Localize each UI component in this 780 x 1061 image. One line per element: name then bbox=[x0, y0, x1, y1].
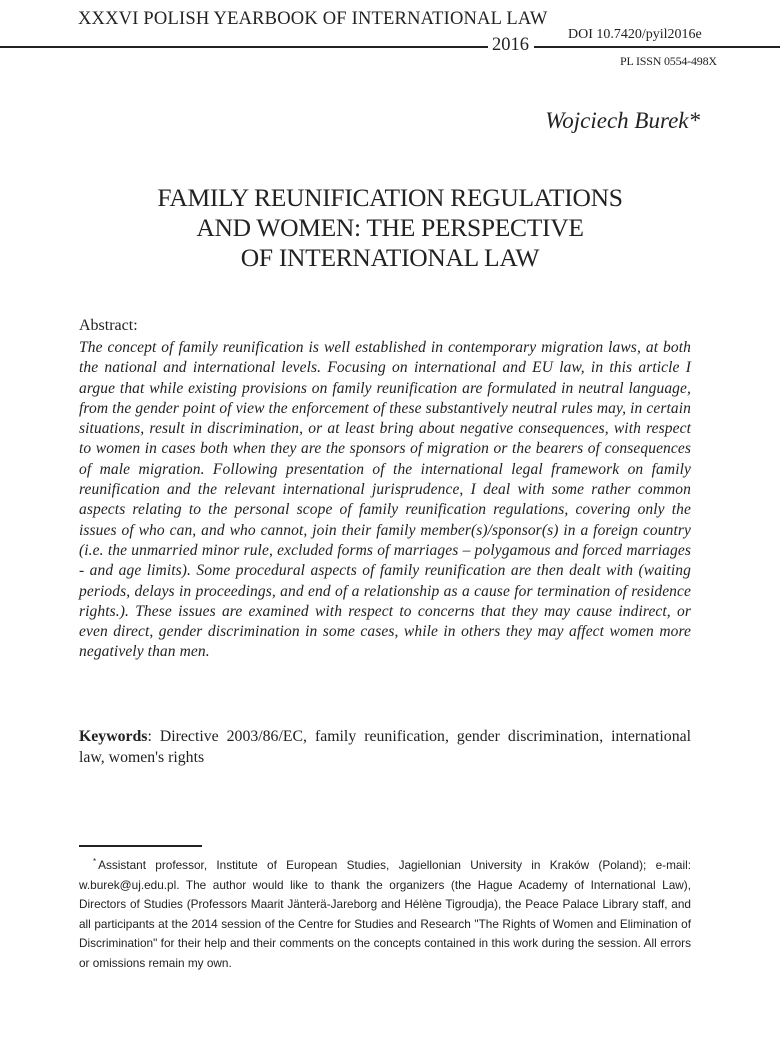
keywords bbox=[79, 727, 691, 768]
keywords-label: Keywords bbox=[79, 728, 148, 745]
header-rule-right bbox=[534, 46, 780, 48]
article-title bbox=[60, 183, 720, 273]
footnote-text: Assistant professor, Institute of European Studies, Jagiellonian University in Kraków (Poland); e-mail: w.burek@uj.edu.pl. The author would like to thank the organizers (the Hague Academy of International Law), Directors of Studies (Professors Maarit Jänterä-Jareborg and Hélène Tigroudja), the Peace Palace Library staff, and all participants at the 2014 session of the Centre for Studies and Research "The Rights of Women and Elimination of Discrimination" for their help and their comments on the concepts contained in this work during the session. All errors or omissions remain my own. bbox=[79, 857, 691, 970]
header-rule-left bbox=[0, 46, 488, 48]
footnote-rule bbox=[79, 845, 202, 847]
title-line: OF INTERNATIONAL LAW bbox=[240, 243, 540, 272]
journal-name: XXXVI POLISH YEARBOOK OF INTERNATIONAL LAW bbox=[78, 9, 548, 29]
title-line: FAMILY REUNIFICATION REGULATIONS bbox=[157, 183, 623, 212]
author-name: Wojciech Burek* bbox=[545, 108, 700, 133]
journal-year: 2016 bbox=[492, 35, 529, 55]
title-line: AND WOMEN: THE PERSPECTIVE bbox=[196, 213, 584, 242]
footnote bbox=[79, 852, 691, 973]
abstract-text: The concept of family reunification is well established in contemporary migration laws, at both the national and international levels. Focusing on international and EU law, in this article I argue that while existing provisions on family reunification are formulated in neutral language, from the gender point of view the enforcement of these substantively neutral rules may, in certain situations, result in discrimination, or at least bring about negative consequences, with respect to women in cases both when they are the sponsors of migration or the bearers of consequences of male migration. Following presentation of the international legal framework on family reunification and the relevant international jurisprudence, I deal with some rather common aspects relating to the personal scope of family reunification regulations, covering only the issues of who can, and who cannot, join their family member(s)/sponsor(s) in a foreign country (i.e. the unmarried minor rule, excluded forms of marriages – polygamous and forced marriages - and age limits). Some procedural aspects of family reunification are then dealt with (waiting periods, delays in proceedings, and end of a relationship as a cause for termination of residence rights.). These issues are examined with respect to concerns that they may cause indirect, or even direct, gender discrimination in some cases, while in others they may affect women more negatively than men. bbox=[79, 339, 691, 661]
footnote-mark: * bbox=[93, 857, 97, 866]
abstract-heading: Abstract: bbox=[79, 317, 138, 334]
issn: PL ISSN 0554-498X bbox=[620, 54, 717, 68]
doi[interactable]: DOI 10.7420/pyil2016e bbox=[568, 27, 702, 42]
keywords-text: : Directive 2003/86/EC, family reunification, gender discrimination, international law, women's rights bbox=[79, 728, 691, 766]
